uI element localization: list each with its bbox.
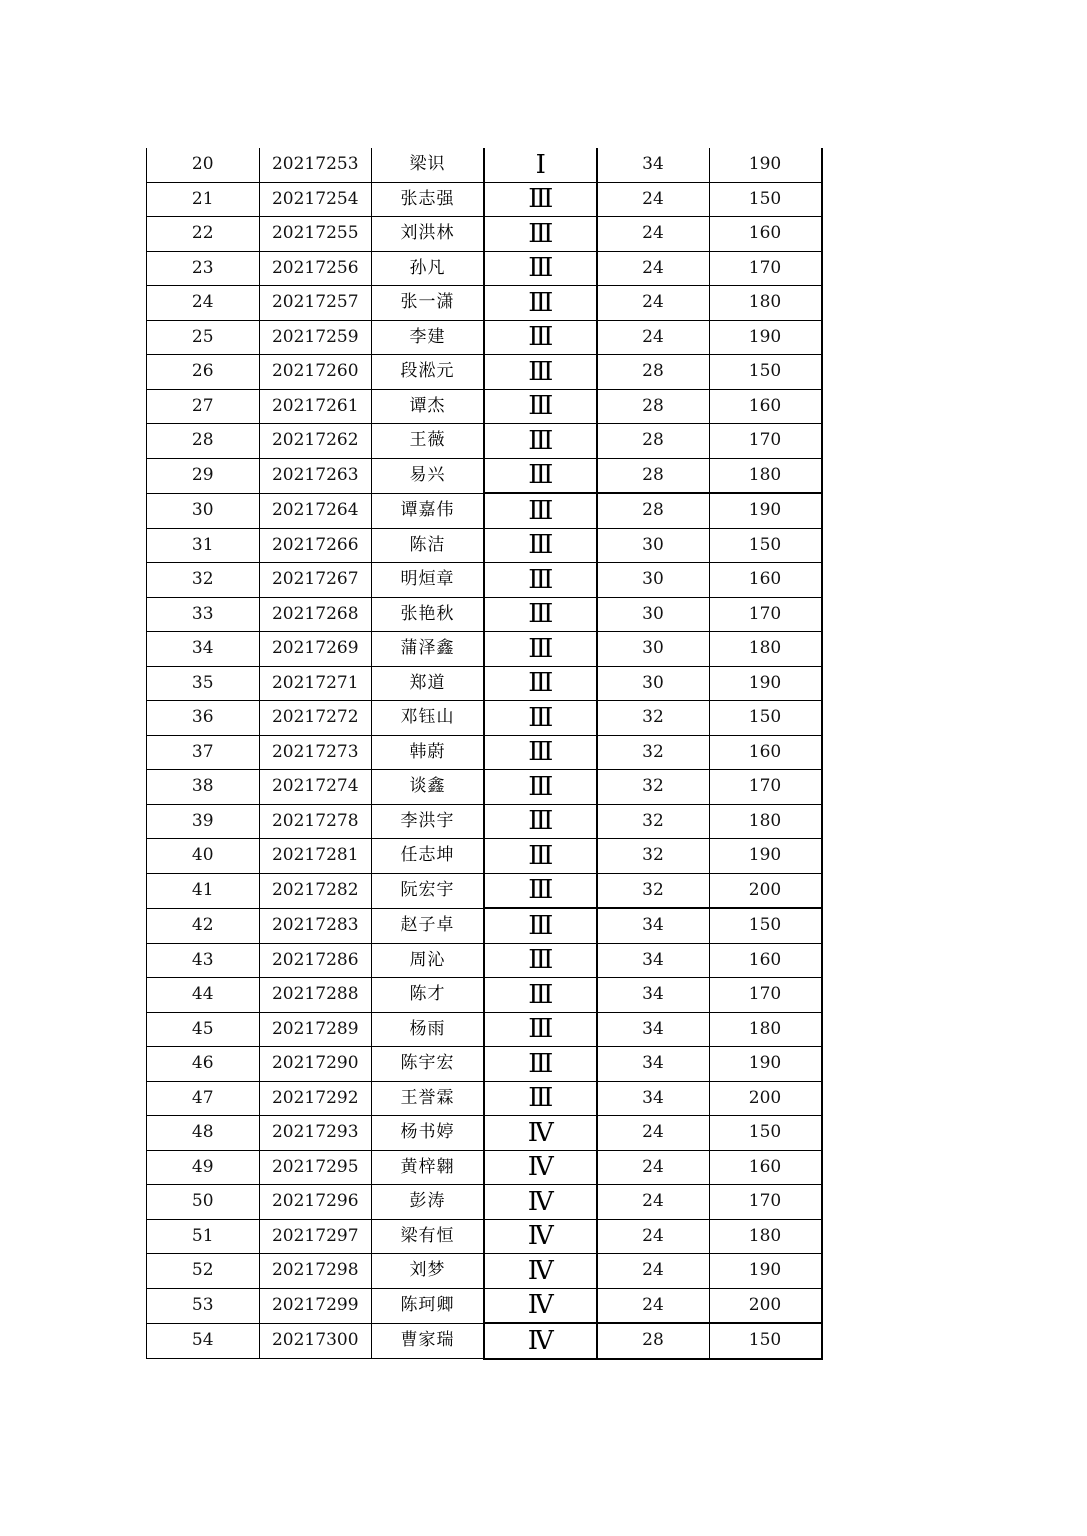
value-2-cell: 160: [709, 943, 822, 978]
row-number-cell: 23: [147, 251, 260, 286]
student-id-cell: 20217293: [259, 1116, 372, 1151]
value-1-cell: 30: [597, 528, 710, 563]
table-row: [147, 1288, 822, 1323]
row-number-cell: 52: [147, 1254, 260, 1289]
table-row: [147, 770, 822, 805]
table-row: [147, 839, 822, 874]
value-1-cell: 34: [597, 978, 710, 1013]
grade-cell: Ⅳ: [484, 1150, 597, 1185]
table-row: [147, 1081, 822, 1116]
table-row: [147, 1047, 822, 1082]
value-2-cell: 150: [709, 908, 822, 943]
grade-cell: Ⅲ: [484, 182, 597, 217]
table-body: [147, 148, 822, 1359]
grade-cell: Ⅳ: [484, 1219, 597, 1254]
value-2-cell: 160: [709, 389, 822, 424]
value-2-cell: 200: [709, 1081, 822, 1116]
student-name-cell: 彭涛: [372, 1185, 485, 1220]
table-row: [147, 1150, 822, 1185]
student-id-cell: 20217254: [259, 182, 372, 217]
row-number-cell: 21: [147, 182, 260, 217]
grade-cell: Ⅲ: [484, 770, 597, 805]
student-id-cell: 20217296: [259, 1185, 372, 1220]
value-1-cell: 24: [597, 1288, 710, 1323]
row-number-cell: 26: [147, 355, 260, 390]
student-id-cell: 20217260: [259, 355, 372, 390]
student-name-cell: 孙凡: [372, 251, 485, 286]
student-name-cell: 邓钰山: [372, 701, 485, 736]
value-1-cell: 32: [597, 770, 710, 805]
value-2-cell: 150: [709, 182, 822, 217]
row-number-cell: 46: [147, 1047, 260, 1082]
value-1-cell: 24: [597, 1219, 710, 1254]
value-2-cell: 200: [709, 1288, 822, 1323]
grade-cell: Ⅲ: [484, 666, 597, 701]
grade-cell: Ⅲ: [484, 458, 597, 493]
value-1-cell: 24: [597, 1254, 710, 1289]
student-name-cell: 谭嘉伟: [372, 493, 485, 528]
row-number-cell: 53: [147, 1288, 260, 1323]
value-2-cell: 170: [709, 978, 822, 1013]
student-name-cell: 任志坤: [372, 839, 485, 874]
row-number-cell: 30: [147, 493, 260, 528]
student-id-cell: 20217299: [259, 1288, 372, 1323]
grade-cell: Ⅲ: [484, 701, 597, 736]
student-id-cell: 20217295: [259, 1150, 372, 1185]
value-2-cell: 180: [709, 286, 822, 321]
value-2-cell: 180: [709, 1219, 822, 1254]
table-row: [147, 355, 822, 390]
row-number-cell: 43: [147, 943, 260, 978]
value-2-cell: 150: [709, 1323, 822, 1359]
row-number-cell: 37: [147, 735, 260, 770]
student-table: [146, 148, 823, 1360]
value-2-cell: 190: [709, 1047, 822, 1082]
grade-cell: Ⅲ: [484, 355, 597, 390]
value-1-cell: 28: [597, 424, 710, 459]
student-id-cell: 20217266: [259, 528, 372, 563]
value-1-cell: 34: [597, 943, 710, 978]
student-name-cell: 蒲泽鑫: [372, 632, 485, 667]
student-name-cell: 韩蔚: [372, 735, 485, 770]
student-name-cell: 陈珂卿: [372, 1288, 485, 1323]
table-row: [147, 389, 822, 424]
value-1-cell: 32: [597, 735, 710, 770]
student-name-cell: 李洪宇: [372, 804, 485, 839]
student-name-cell: 张一潇: [372, 286, 485, 321]
table-row: [147, 1185, 822, 1220]
row-number-cell: 41: [147, 873, 260, 908]
table-row: [147, 1116, 822, 1151]
grade-cell: Ⅳ: [484, 1185, 597, 1220]
value-1-cell: 28: [597, 389, 710, 424]
student-name-cell: 段淞元: [372, 355, 485, 390]
value-2-cell: 150: [709, 701, 822, 736]
row-number-cell: 24: [147, 286, 260, 321]
value-1-cell: 24: [597, 1116, 710, 1151]
value-2-cell: 190: [709, 1254, 822, 1289]
table-row: [147, 217, 822, 252]
table-row: [147, 978, 822, 1013]
grade-cell: Ⅲ: [484, 804, 597, 839]
table-row: [147, 666, 822, 701]
table-row: [147, 424, 822, 459]
table-row: [147, 148, 822, 182]
value-2-cell: 160: [709, 217, 822, 252]
student-id-cell: 20217269: [259, 632, 372, 667]
row-number-cell: 20: [147, 148, 260, 182]
table-row: [147, 1254, 822, 1289]
row-number-cell: 54: [147, 1323, 260, 1359]
value-2-cell: 170: [709, 251, 822, 286]
student-id-cell: 20217282: [259, 873, 372, 908]
student-name-cell: 黄梓翱: [372, 1150, 485, 1185]
student-name-cell: 梁有恒: [372, 1219, 485, 1254]
value-2-cell: 190: [709, 493, 822, 528]
value-1-cell: 34: [597, 908, 710, 943]
student-name-cell: 王薇: [372, 424, 485, 459]
table-row: [147, 563, 822, 598]
value-1-cell: 28: [597, 1323, 710, 1359]
student-id-cell: 20217290: [259, 1047, 372, 1082]
value-2-cell: 180: [709, 632, 822, 667]
student-name-cell: 李建: [372, 320, 485, 355]
value-1-cell: 24: [597, 1150, 710, 1185]
value-1-cell: 34: [597, 1012, 710, 1047]
student-id-cell: 20217256: [259, 251, 372, 286]
student-name-cell: 阮宏宇: [372, 873, 485, 908]
row-number-cell: 45: [147, 1012, 260, 1047]
grade-cell: Ⅳ: [484, 1116, 597, 1151]
grade-cell: Ⅲ: [484, 1047, 597, 1082]
value-1-cell: 24: [597, 217, 710, 252]
student-id-cell: 20217264: [259, 493, 372, 528]
student-id-cell: 20217272: [259, 701, 372, 736]
table-row: [147, 943, 822, 978]
grade-cell: Ⅲ: [484, 251, 597, 286]
table-row: [147, 908, 822, 943]
grade-cell: Ⅲ: [484, 493, 597, 528]
table-row: [147, 873, 822, 908]
value-2-cell: 170: [709, 424, 822, 459]
grade-cell: Ⅲ: [484, 286, 597, 321]
row-number-cell: 40: [147, 839, 260, 874]
row-number-cell: 38: [147, 770, 260, 805]
student-name-cell: 张艳秋: [372, 597, 485, 632]
student-id-cell: 20217281: [259, 839, 372, 874]
table-row: [147, 804, 822, 839]
value-2-cell: 150: [709, 355, 822, 390]
row-number-cell: 28: [147, 424, 260, 459]
row-number-cell: 31: [147, 528, 260, 563]
value-1-cell: 30: [597, 632, 710, 667]
row-number-cell: 42: [147, 908, 260, 943]
row-number-cell: 44: [147, 978, 260, 1013]
grade-cell: Ⅲ: [484, 528, 597, 563]
table-row: [147, 286, 822, 321]
value-2-cell: 150: [709, 528, 822, 563]
student-name-cell: 梁识: [372, 148, 485, 182]
row-number-cell: 34: [147, 632, 260, 667]
row-number-cell: 25: [147, 320, 260, 355]
student-name-cell: 刘洪林: [372, 217, 485, 252]
grade-cell: Ⅲ: [484, 839, 597, 874]
value-2-cell: 160: [709, 735, 822, 770]
value-2-cell: 190: [709, 839, 822, 874]
table-row: [147, 251, 822, 286]
value-2-cell: 180: [709, 1012, 822, 1047]
table-row: [147, 632, 822, 667]
row-number-cell: 29: [147, 458, 260, 493]
student-name-cell: 陈才: [372, 978, 485, 1013]
student-name-cell: 郑道: [372, 666, 485, 701]
student-id-cell: 20217261: [259, 389, 372, 424]
value-1-cell: 28: [597, 458, 710, 493]
grade-cell: Ⅲ: [484, 389, 597, 424]
student-id-cell: 20217259: [259, 320, 372, 355]
student-name-cell: 王誉霖: [372, 1081, 485, 1116]
value-1-cell: 34: [597, 148, 710, 182]
student-id-cell: 20217278: [259, 804, 372, 839]
student-name-cell: 陈宇宏: [372, 1047, 485, 1082]
value-1-cell: 30: [597, 563, 710, 598]
student-id-cell: 20217297: [259, 1219, 372, 1254]
student-name-cell: 曹家瑞: [372, 1323, 485, 1359]
row-number-cell: 32: [147, 563, 260, 598]
value-1-cell: 30: [597, 597, 710, 632]
student-id-cell: 20217300: [259, 1323, 372, 1359]
value-1-cell: 24: [597, 320, 710, 355]
student-id-cell: 20217288: [259, 978, 372, 1013]
value-2-cell: 170: [709, 770, 822, 805]
value-2-cell: 160: [709, 1150, 822, 1185]
grade-cell: Ⅲ: [484, 597, 597, 632]
table-row: [147, 320, 822, 355]
student-id-cell: 20217255: [259, 217, 372, 252]
row-number-cell: 47: [147, 1081, 260, 1116]
value-1-cell: 24: [597, 251, 710, 286]
row-number-cell: 51: [147, 1219, 260, 1254]
grade-cell: Ⅲ: [484, 978, 597, 1013]
student-name-cell: 周沁: [372, 943, 485, 978]
student-id-cell: 20217271: [259, 666, 372, 701]
row-number-cell: 27: [147, 389, 260, 424]
student-name-cell: 刘梦: [372, 1254, 485, 1289]
value-2-cell: 160: [709, 563, 822, 598]
student-name-cell: 易兴: [372, 458, 485, 493]
grade-cell: Ⅲ: [484, 908, 597, 943]
student-name-cell: 杨书婷: [372, 1116, 485, 1151]
value-2-cell: 180: [709, 804, 822, 839]
student-id-cell: 20217262: [259, 424, 372, 459]
value-1-cell: 28: [597, 493, 710, 528]
value-1-cell: 24: [597, 286, 710, 321]
value-2-cell: 150: [709, 1116, 822, 1151]
grade-cell: Ⅲ: [484, 424, 597, 459]
value-1-cell: 32: [597, 701, 710, 736]
grade-cell: Ⅲ: [484, 943, 597, 978]
table-row: [147, 493, 822, 528]
value-1-cell: 30: [597, 666, 710, 701]
row-number-cell: 33: [147, 597, 260, 632]
value-2-cell: 190: [709, 320, 822, 355]
student-id-cell: 20217283: [259, 908, 372, 943]
grade-cell: Ⅲ: [484, 217, 597, 252]
value-1-cell: 34: [597, 1047, 710, 1082]
value-2-cell: 170: [709, 1185, 822, 1220]
student-id-cell: 20217267: [259, 563, 372, 598]
table-row: [147, 182, 822, 217]
grade-cell: Ⅲ: [484, 873, 597, 908]
student-name-cell: 赵子卓: [372, 908, 485, 943]
student-name-cell: 杨雨: [372, 1012, 485, 1047]
grade-cell: Ⅳ: [484, 1323, 597, 1359]
grade-cell: Ⅲ: [484, 320, 597, 355]
value-1-cell: 32: [597, 873, 710, 908]
row-number-cell: 35: [147, 666, 260, 701]
row-number-cell: 22: [147, 217, 260, 252]
student-id-cell: 20217292: [259, 1081, 372, 1116]
grade-cell: Ⅳ: [484, 1288, 597, 1323]
student-id-cell: 20217289: [259, 1012, 372, 1047]
student-id-cell: 20217273: [259, 735, 372, 770]
table-row: [147, 1012, 822, 1047]
grade-cell: Ⅲ: [484, 1012, 597, 1047]
row-number-cell: 49: [147, 1150, 260, 1185]
grade-cell: Ⅲ: [484, 735, 597, 770]
student-id-cell: 20217268: [259, 597, 372, 632]
row-number-cell: 39: [147, 804, 260, 839]
row-number-cell: 50: [147, 1185, 260, 1220]
student-name-cell: 陈洁: [372, 528, 485, 563]
student-name-cell: 明烜章: [372, 563, 485, 598]
value-2-cell: 190: [709, 666, 822, 701]
student-name-cell: 张志强: [372, 182, 485, 217]
row-number-cell: 48: [147, 1116, 260, 1151]
value-2-cell: 200: [709, 873, 822, 908]
table-row: [147, 458, 822, 493]
table-row: [147, 1219, 822, 1254]
value-2-cell: 170: [709, 597, 822, 632]
table-row: [147, 528, 822, 563]
student-id-cell: 20217257: [259, 286, 372, 321]
table-row: [147, 701, 822, 736]
grade-cell: Ⅳ: [484, 1254, 597, 1289]
value-1-cell: 34: [597, 1081, 710, 1116]
grade-cell: Ⅲ: [484, 632, 597, 667]
value-2-cell: 180: [709, 458, 822, 493]
student-name-cell: 谈鑫: [372, 770, 485, 805]
grade-cell: Ⅲ: [484, 563, 597, 598]
student-id-cell: 20217253: [259, 148, 372, 182]
value-1-cell: 32: [597, 804, 710, 839]
student-id-cell: 20217274: [259, 770, 372, 805]
student-id-cell: 20217263: [259, 458, 372, 493]
row-number-cell: 36: [147, 701, 260, 736]
table-row: [147, 597, 822, 632]
grade-cell: Ⅲ: [484, 1081, 597, 1116]
value-1-cell: 24: [597, 1185, 710, 1220]
table-row: [147, 1323, 822, 1359]
value-1-cell: 24: [597, 182, 710, 217]
value-1-cell: 32: [597, 839, 710, 874]
student-name-cell: 谭杰: [372, 389, 485, 424]
student-id-cell: 20217286: [259, 943, 372, 978]
grade-cell: Ⅰ: [484, 148, 597, 182]
student-id-cell: 20217298: [259, 1254, 372, 1289]
table-row: [147, 735, 822, 770]
value-1-cell: 28: [597, 355, 710, 390]
value-2-cell: 190: [709, 148, 822, 182]
